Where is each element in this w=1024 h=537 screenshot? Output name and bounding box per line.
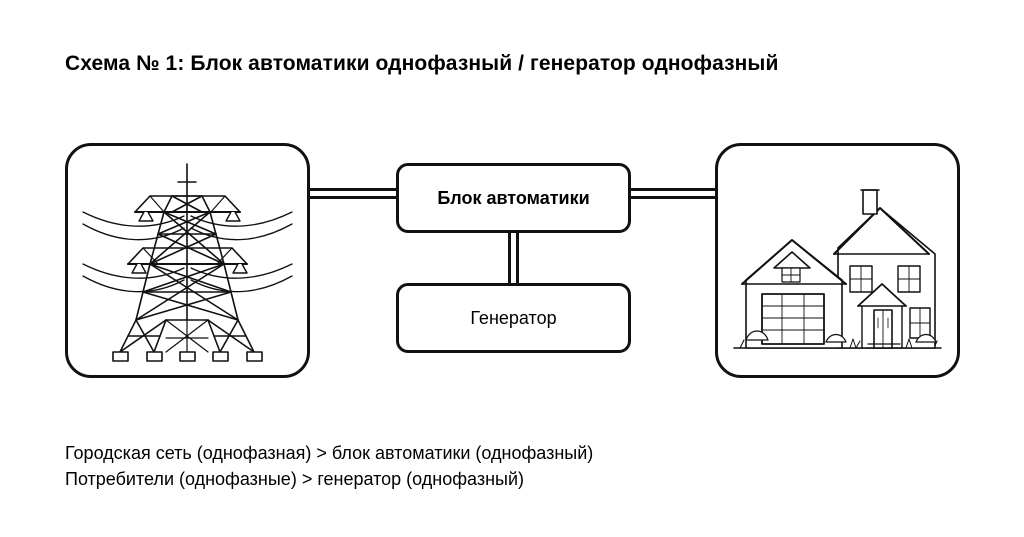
diagram-caption	[65, 440, 593, 492]
node-generator[interactable]	[396, 283, 631, 353]
connector-grid-to-automation	[308, 188, 398, 199]
node-automation-block[interactable]	[396, 163, 631, 233]
caption-line-1: Городская сеть (однофазная) > блок автоматики (однофазный)	[65, 443, 594, 463]
house-icon	[730, 172, 945, 362]
power-transmission-tower-icon	[80, 152, 295, 368]
connector-automation-to-generator	[508, 231, 519, 285]
generator-label: Генератор	[470, 307, 557, 328]
automation-block-label: Блок автоматики	[437, 187, 590, 208]
connector-automation-to-house	[629, 188, 717, 199]
page-title: Схема № 1: Блок автоматики однофазный / генератор однофазный	[65, 52, 779, 75]
caption-line-2: Потребители (однофазные) > генератор (однофазный)	[65, 469, 525, 489]
